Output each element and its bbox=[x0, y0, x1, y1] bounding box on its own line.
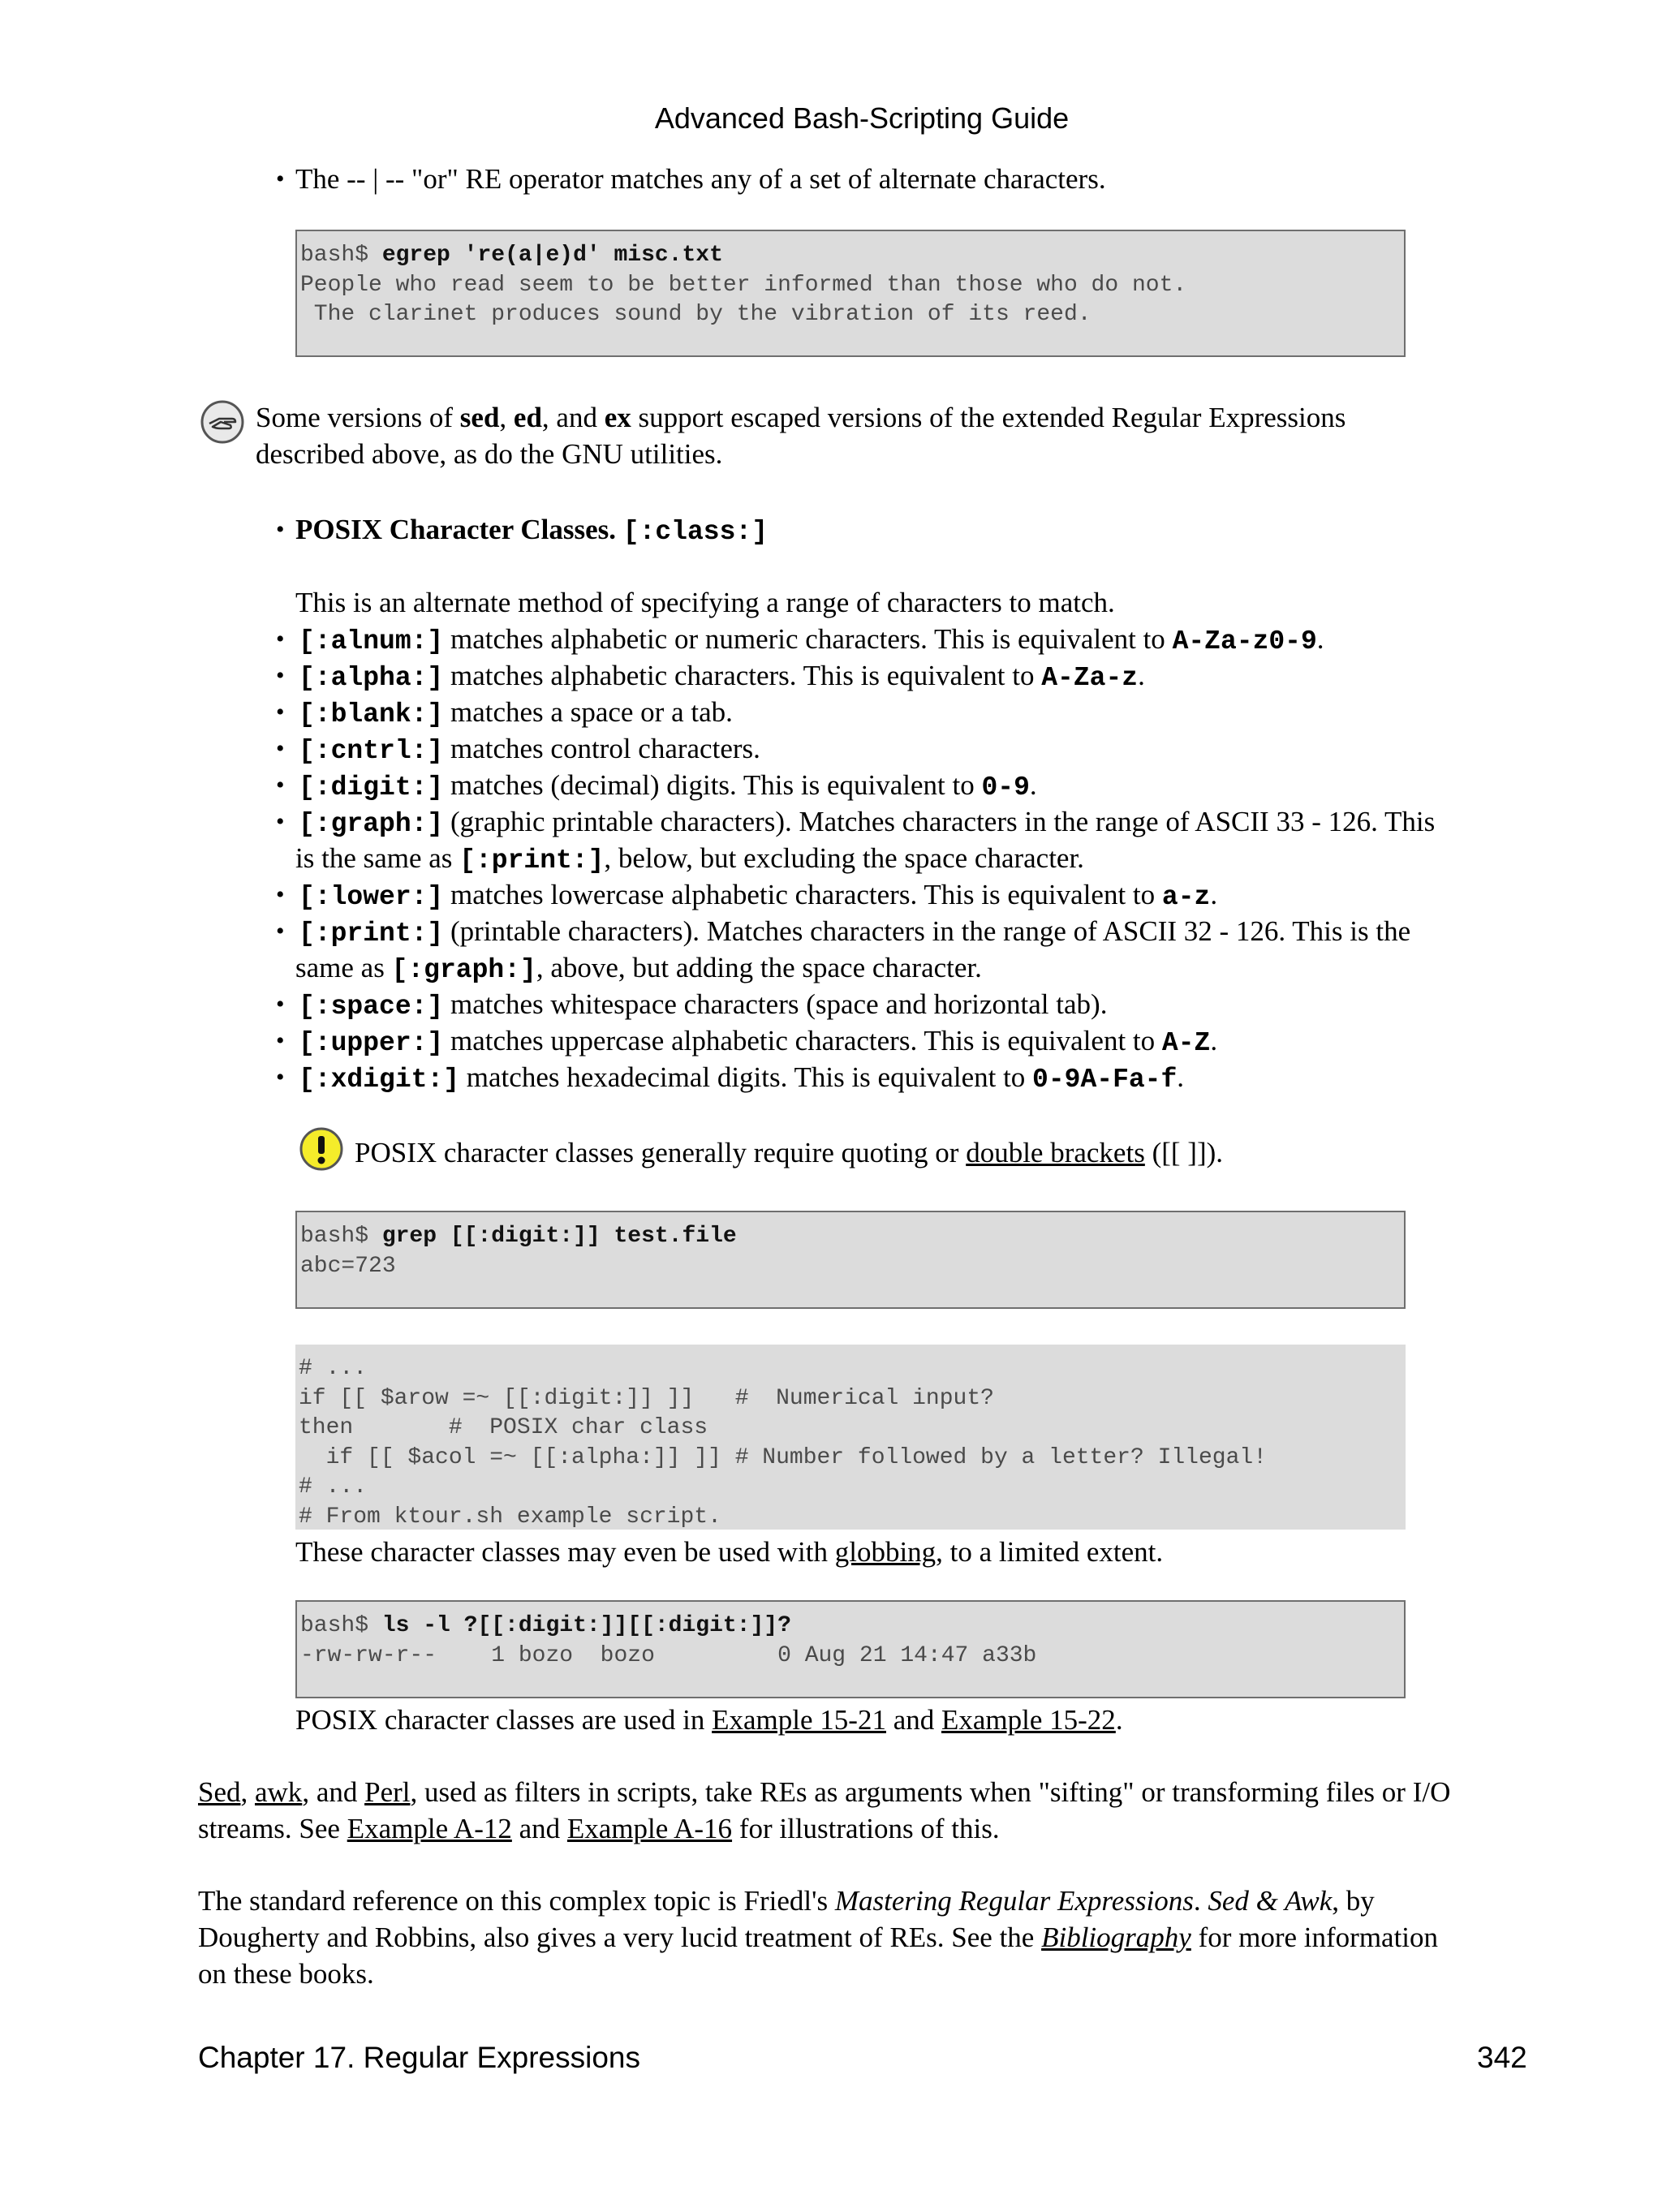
bullet: • bbox=[276, 662, 285, 689]
example-15-21-link[interactable]: Example 15-21 bbox=[712, 1704, 886, 1736]
class-item-print-line2: same as [:graph:], above, but adding the space character. bbox=[295, 952, 982, 985]
note-escaped-re: Some versions of sed, ed, and ex support escaped versions of the extended Regular Expressions bbox=[256, 402, 1346, 433]
bullet: • bbox=[276, 1064, 285, 1091]
double-brackets-link[interactable]: double brackets bbox=[966, 1137, 1145, 1168]
bullet: • bbox=[276, 772, 285, 798]
posix-intro: This is an alternate method of specifying a range of characters to match. bbox=[295, 587, 1115, 618]
class-item-blank: [:blank:] matches a space or a tab. bbox=[299, 696, 733, 729]
bullet: • bbox=[276, 808, 285, 835]
page-header: Advanced Bash-Scripting Guide bbox=[654, 101, 1070, 135]
bullet: • bbox=[276, 735, 285, 762]
note-escaped-re-line2: described above, as do the GNU utilities. bbox=[256, 438, 723, 470]
posix-heading: POSIX Character Classes. [:class:] bbox=[295, 514, 768, 547]
bullet: • bbox=[276, 918, 285, 945]
example-a-12-link[interactable]: Example A-12 bbox=[347, 1813, 512, 1844]
or-operator-text: The -- | -- "or" RE operator matches any of a set of alternate characters. bbox=[295, 163, 1106, 195]
bullet: • bbox=[276, 881, 285, 908]
bullet: • bbox=[276, 166, 285, 192]
reference-paragraph-line1: The standard reference on this complex topic is Friedl's Mastering Regular Expressions. Sed & Awk, by bbox=[198, 1885, 1375, 1917]
class-item-space: [:space:] matches whitespace characters (space and horizontal tab). bbox=[299, 988, 1108, 1022]
filters-paragraph-line2: streams. See Example A-12 and Example A-16 for illustrations of this. bbox=[198, 1813, 1000, 1844]
reference-paragraph-line3: on these books. bbox=[198, 1958, 374, 1990]
class-item-cntrl: [:cntrl:] matches control characters. bbox=[299, 733, 760, 766]
code-block-ls: bash$ ls -l ?[[:digit:]][[:digit:]]? -rw-rw-r-- 1 bozo bozo 0 Aug 21 14:47 a33b bbox=[295, 1600, 1406, 1698]
example-15-22-link[interactable]: Example 15-22 bbox=[941, 1704, 1116, 1736]
bibliography-link[interactable]: Bibliography bbox=[1041, 1922, 1191, 1953]
bullet: • bbox=[276, 991, 285, 1018]
class-item-xdigit: [:xdigit:] matches hexadecimal digits. This is equivalent to 0-9A-Fa-f. bbox=[299, 1061, 1185, 1095]
class-item-graph-line2: is the same as [:print:], below, but excluding the space character. bbox=[295, 842, 1084, 876]
perl-link[interactable]: Perl bbox=[364, 1776, 411, 1808]
globbing-text: These character classes may even be used with globbing, to a limited extent. bbox=[295, 1536, 1164, 1568]
class-item-digit: [:digit:] matches (decimal) digits. This is equivalent to 0-9. bbox=[299, 769, 1037, 803]
footer-chapter: Chapter 17. Regular Expressions bbox=[198, 2041, 641, 2074]
exclamation-icon bbox=[299, 1126, 344, 1172]
examples-text: POSIX character classes are used in Example 15-21 and Example 15-22. bbox=[295, 1704, 1123, 1736]
code-block-egrep: bash$ egrep 're(a|e)d' misc.txt People who read seem to be better informed than those who do not. The clarinet produces sound by the vibration of its reed. bbox=[295, 230, 1406, 357]
example-a-16-link[interactable]: Example A-16 bbox=[566, 1813, 733, 1844]
sed-link[interactable]: Sed bbox=[198, 1776, 241, 1808]
class-item-upper: [:upper:] matches uppercase alphabetic characters. This is equivalent to A-Z. bbox=[299, 1025, 1218, 1058]
class-item-alpha: [:alpha:] matches alphabetic characters. This is equivalent to A-Za-z. bbox=[299, 660, 1145, 693]
code-block-grep: bash$ grep [[:digit:]] test.file abc=723 bbox=[295, 1211, 1406, 1309]
bullet: • bbox=[276, 626, 285, 652]
class-item-graph: [:graph:] (graphic printable characters). Matches characters in the range of ASCII 33 - 126. This bbox=[299, 806, 1436, 839]
reference-paragraph-line2: Dougherty and Robbins, also gives a very lucid treatment of REs. See the Bibliography for more information bbox=[198, 1922, 1439, 1953]
code-block-ktour: # ... if [[ $arow =~ [[:digit:]] ]] # Numerical input? then # POSIX char class if [[ $acol =~ [[:alpha:]] ]] # Number followed by a letter? Illegal! # ... # From ktour.sh example script. bbox=[295, 1345, 1406, 1530]
class-item-print: [:print:] (printable characters). Matches characters in the range of ASCII 32 - 126. This is the bbox=[299, 915, 1411, 949]
globbing-link[interactable]: globbing bbox=[834, 1536, 936, 1568]
warning-text: POSIX character classes generally require quoting or double brackets ([[ ]]). bbox=[355, 1137, 1224, 1168]
awk-link[interactable]: awk bbox=[255, 1776, 303, 1808]
bullet: • bbox=[276, 699, 285, 725]
pointing-hand-icon bbox=[200, 399, 245, 445]
bullet: • bbox=[276, 516, 285, 543]
bullet: • bbox=[276, 1027, 285, 1054]
filters-paragraph-line1: Sed, awk, and Perl, used as filters in scripts, take REs as arguments when "sifting" or transforming files or I/O bbox=[198, 1776, 1451, 1808]
class-item-lower: [:lower:] matches lowercase alphabetic characters. This is equivalent to a-z. bbox=[299, 879, 1218, 912]
class-item-alnum: [:alnum:] matches alphabetic or numeric characters. This is equivalent to A-Za-z0-9. bbox=[299, 623, 1324, 656]
footer-page-number: 342 bbox=[1477, 2041, 1527, 2074]
